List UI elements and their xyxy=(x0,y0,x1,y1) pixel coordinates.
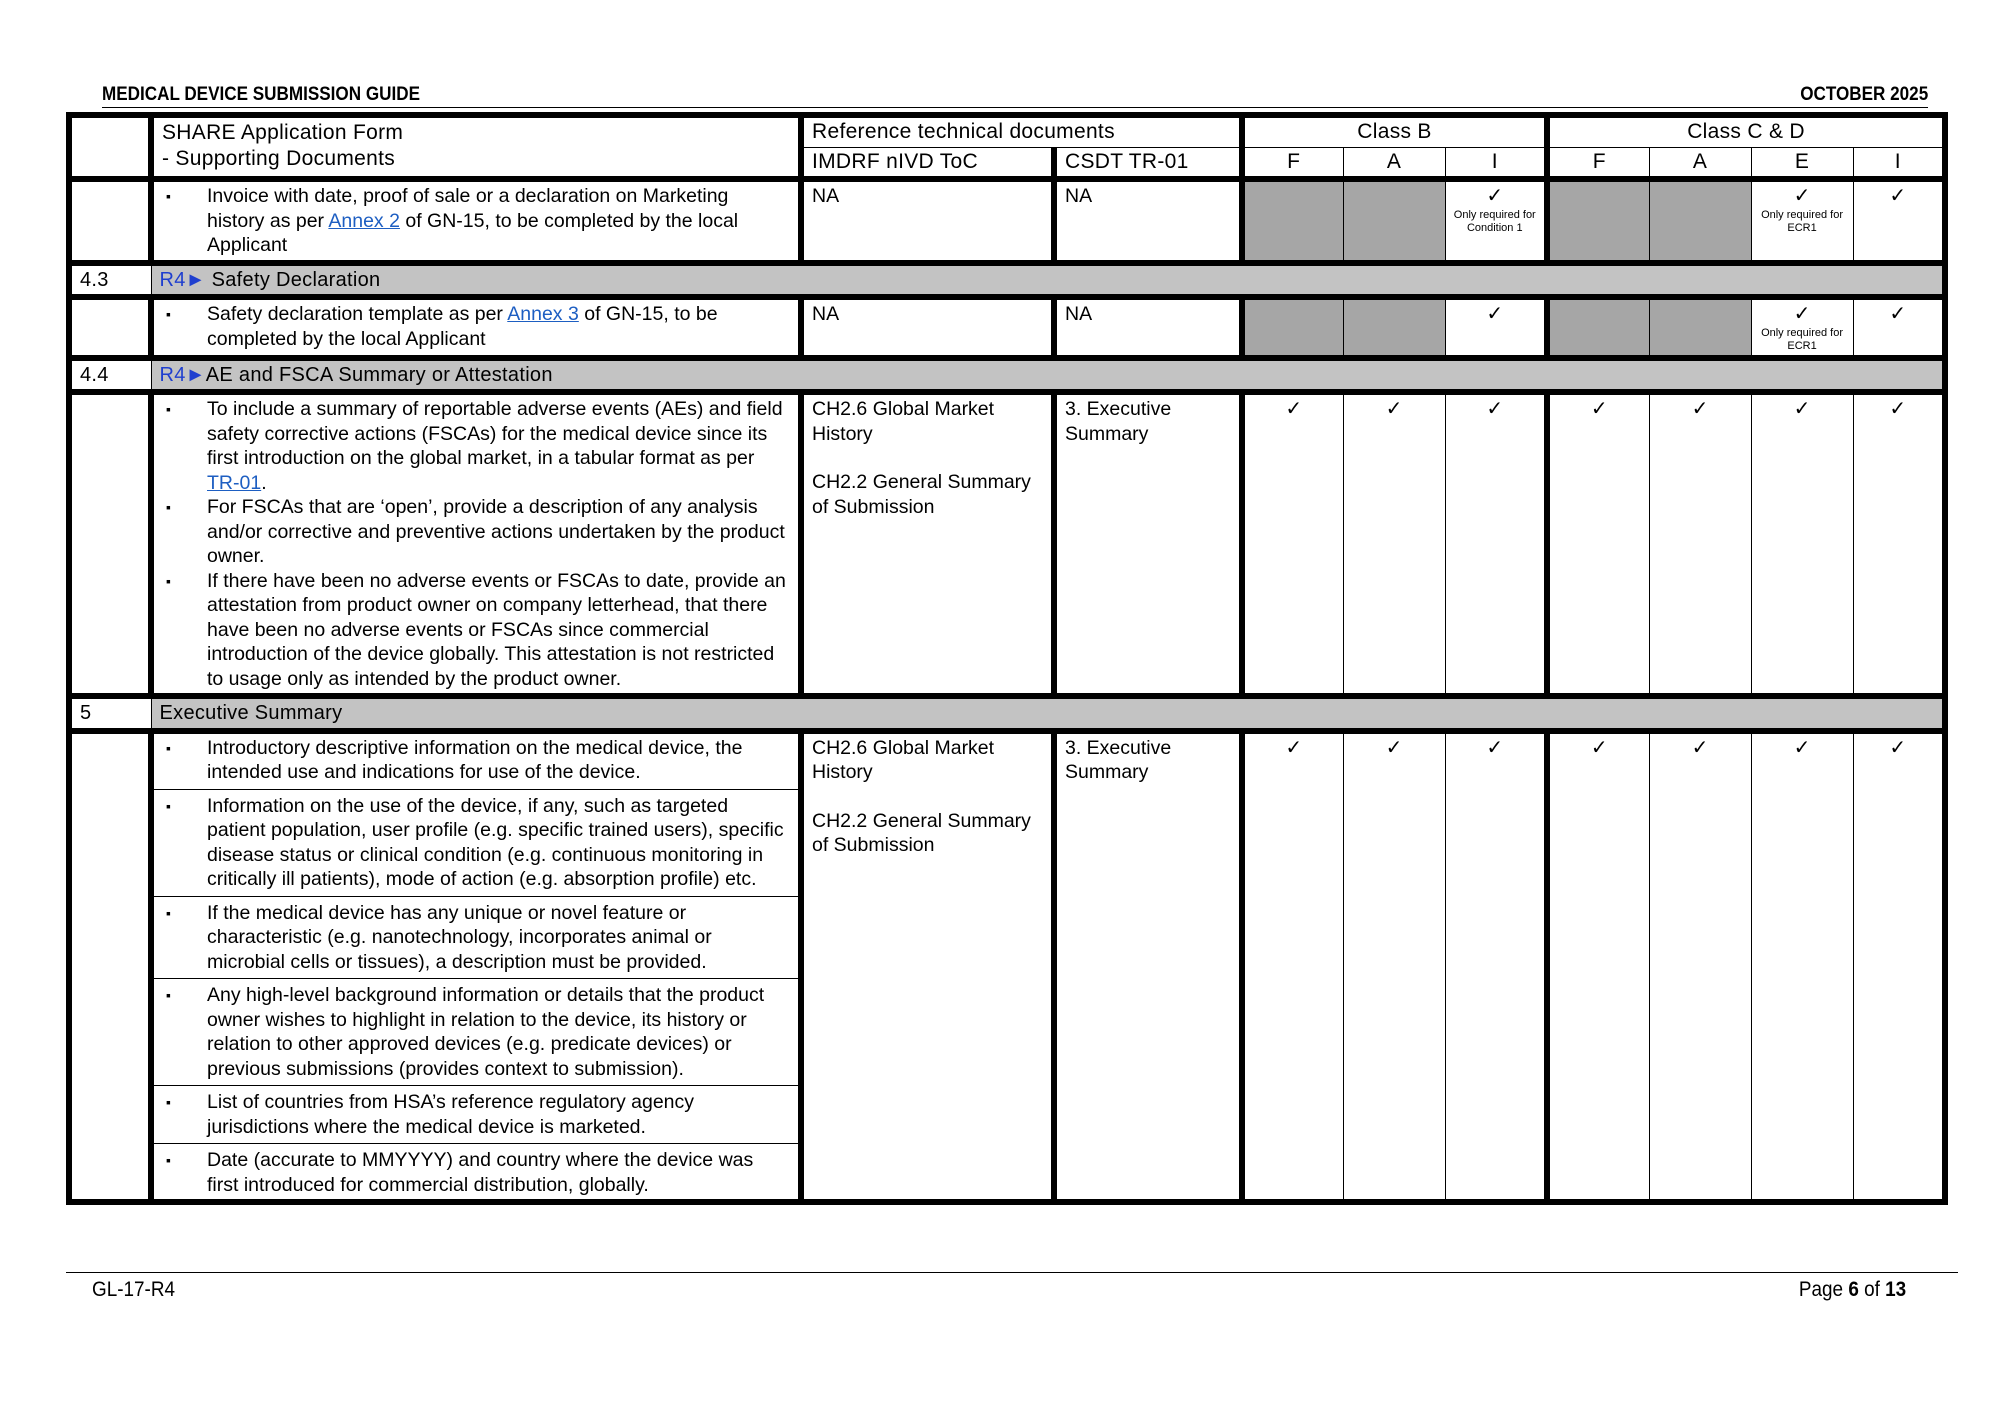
exec-requirement-2: ▪ Information on the use of the device, if any, such as targeted patient population, user profile (e.g. specific trained users), specific disease status or clinical condition (e.g. continuous monitoring in critically ill patients), mode of action (e.g. absorption profile) etc. xyxy=(162,794,790,892)
exec-requirement-5: ▪ List of countries from HSA’s reference regulatory agency jurisdictions where the medical device is marketed. xyxy=(162,1090,790,1139)
annex-2-link[interactable]: Annex 2 xyxy=(328,209,400,232)
header-cd-a: A xyxy=(1649,147,1751,179)
header-b-a: A xyxy=(1343,147,1445,179)
greyed-cell xyxy=(1649,297,1751,358)
ae-requirement-3: ▪ If there have been no adverse events or FSCAs to date, provide an attestation from product owner on company letterhead, that there have been no adverse events or FSCAs since commercial introduction of the device globally. This attestation is not restricted to usage only as intended by the product owner. xyxy=(162,569,790,692)
ae-imdrf-ref-2: CH2.2 General Summary of Submission xyxy=(812,471,1031,518)
revision-tag: R4► xyxy=(159,268,206,291)
document-header-title: MEDICAL DEVICE SUBMISSION GUIDE xyxy=(102,84,420,105)
check-mark: ✓ xyxy=(1751,731,1853,1203)
check-mark: ✓ xyxy=(1547,731,1649,1203)
section-number: 4.3 xyxy=(69,263,151,298)
greyed-cell xyxy=(1343,179,1445,263)
header-imdrf: IMDRF nIVD ToC xyxy=(801,147,1054,179)
document-header-date: OCTOBER 2025 xyxy=(1800,84,1928,105)
exec-imdrf-ref-1: CH2.6 Global Market History xyxy=(812,736,995,783)
section-title: R4► Safety Declaration xyxy=(151,263,1945,298)
check-mark: ✓ xyxy=(1343,392,1445,696)
ae-imdrf-ref-1: CH2.6 Global Market History xyxy=(812,398,995,445)
table-row-invoice xyxy=(69,179,1945,263)
ae-csdt-ref: 3. Executive Summary xyxy=(1054,392,1242,696)
check-mark: ✓ xyxy=(1751,392,1853,696)
greyed-cell xyxy=(1242,297,1343,358)
section-number: 5 xyxy=(69,696,151,731)
condition-note: Only required for Condition 1 xyxy=(1453,208,1536,234)
header-b-i: I xyxy=(1445,147,1547,179)
header-cd-i: I xyxy=(1853,147,1945,179)
header-cd-e: E xyxy=(1751,147,1853,179)
check-mark: ✓ xyxy=(1649,731,1751,1203)
submission-requirements-table xyxy=(66,112,1948,1205)
header-reference: Reference technical documents xyxy=(801,115,1242,147)
invoice-requirement: ▪ Invoice with date, proof of sale or a declaration on Marketing history as per Annex 2 of GN-15, to be completed by the local Applicant xyxy=(162,184,790,258)
footer-rule xyxy=(66,1272,1958,1273)
header-class-b: Class B xyxy=(1242,115,1547,147)
check-mark: ✓ xyxy=(1343,731,1445,1203)
invoice-imdrf: NA xyxy=(801,179,1054,263)
header-rule xyxy=(102,107,1928,108)
check-mark: ✓ xyxy=(1445,731,1547,1203)
check-mark: ✓ xyxy=(1547,392,1649,696)
check-mark: ✓ xyxy=(1445,297,1547,358)
section-title: Executive Summary xyxy=(151,696,1945,731)
invoice-csdt: NA xyxy=(1054,179,1242,263)
exec-requirement-3: ▪ If the medical device has any unique or novel feature or characteristic (e.g. nanotechnology, incorporates animal or microbial cells or tissues), a description must be provided. xyxy=(162,901,790,975)
exec-imdrf-ref-2: CH2.2 General Summary of Submission xyxy=(812,809,1031,856)
annex-3-link[interactable]: Annex 3 xyxy=(507,303,579,325)
check-mark: ✓ xyxy=(1853,392,1945,696)
section-row-4-4 xyxy=(69,358,1945,393)
footer-document-id: GL-17-R4 xyxy=(92,1278,175,1301)
check-mark: ✓ xyxy=(1793,185,1811,207)
footer-page-number: Page 6 of 13 xyxy=(1798,1278,1906,1301)
header-class-cd: Class C & D xyxy=(1547,115,1945,147)
check-mark: ✓ xyxy=(1853,297,1945,358)
header-form-line2: - Supporting Documents xyxy=(162,147,396,170)
exec-requirement-6: ▪ Date (accurate to MMYYYY) and country where the device was first introduced for commercial distribution, globally. xyxy=(162,1148,790,1197)
check-mark: ✓ xyxy=(1853,179,1945,263)
table-row-executive-summary xyxy=(69,731,1945,1203)
safety-imdrf: NA xyxy=(801,297,1054,358)
header-form-line1: SHARE Application Form xyxy=(162,121,404,144)
check-mark: ✓ xyxy=(1445,392,1547,696)
exec-requirement-1: ▪ Introductory descriptive information on the medical device, the intended use and indications for use of the device. xyxy=(162,736,790,785)
ae-requirement-1: ▪ To include a summary of reportable adverse events (AEs) and field safety corrective actions (FSCAs) for the medical device since its first introduction on the global market, in a tabular format as per TR-01. xyxy=(162,397,790,495)
safety-requirement: ▪ Safety declaration template as per Annex 3 of GN-15, to be completed by the local Applicant xyxy=(162,302,790,351)
revision-tag: R4► xyxy=(159,363,206,386)
table-row-ae-fsca xyxy=(69,392,1945,696)
condition-note: Only required for ECR1 xyxy=(1761,208,1843,234)
check-mark: ✓ xyxy=(1242,392,1343,696)
section-title: R4►AE and FSCA Summary or Attestation xyxy=(151,358,1945,393)
check-mark: ✓ xyxy=(1793,303,1811,325)
greyed-cell xyxy=(1242,179,1343,263)
exec-requirement-4: ▪ Any high-level background information or details that the product owner wishes to highlight in relation to the device, its history or relation to other approved devices (e.g. predicate devices) or previous submissions (provides context to submission). xyxy=(162,983,790,1081)
condition-note: Only required for ECR1 xyxy=(1761,326,1843,352)
header-number-cell xyxy=(69,115,151,179)
ae-requirement-2: ▪ For FSCAs that are ‘open’, provide a description of any analysis and/or corrective and preventive actions undertaken by the product owner. xyxy=(162,495,790,569)
greyed-cell xyxy=(1547,297,1649,358)
greyed-cell xyxy=(1649,179,1751,263)
table-row-safety xyxy=(69,297,1945,358)
section-row-4-3 xyxy=(69,263,1945,298)
current-page: 6 xyxy=(1848,1278,1859,1301)
greyed-cell xyxy=(1547,179,1649,263)
section-number: 4.4 xyxy=(69,358,151,393)
section-row-5 xyxy=(69,696,1945,731)
header-cd-f: F xyxy=(1547,147,1649,179)
header-csdt: CSDT TR-01 xyxy=(1054,147,1242,179)
table-header-row xyxy=(69,115,1945,147)
header-b-f: F xyxy=(1242,147,1343,179)
check-mark: ✓ xyxy=(1486,185,1504,207)
check-mark: ✓ xyxy=(1242,731,1343,1203)
safety-csdt: NA xyxy=(1054,297,1242,358)
total-pages: 13 xyxy=(1884,1278,1906,1301)
exec-csdt-ref: 3. Executive Summary xyxy=(1054,731,1242,1203)
check-mark: ✓ xyxy=(1853,731,1945,1203)
check-mark: ✓ xyxy=(1649,392,1751,696)
header-form-cell xyxy=(151,115,801,179)
tr-01-link[interactable]: TR-01 xyxy=(207,471,262,494)
greyed-cell xyxy=(1343,297,1445,358)
